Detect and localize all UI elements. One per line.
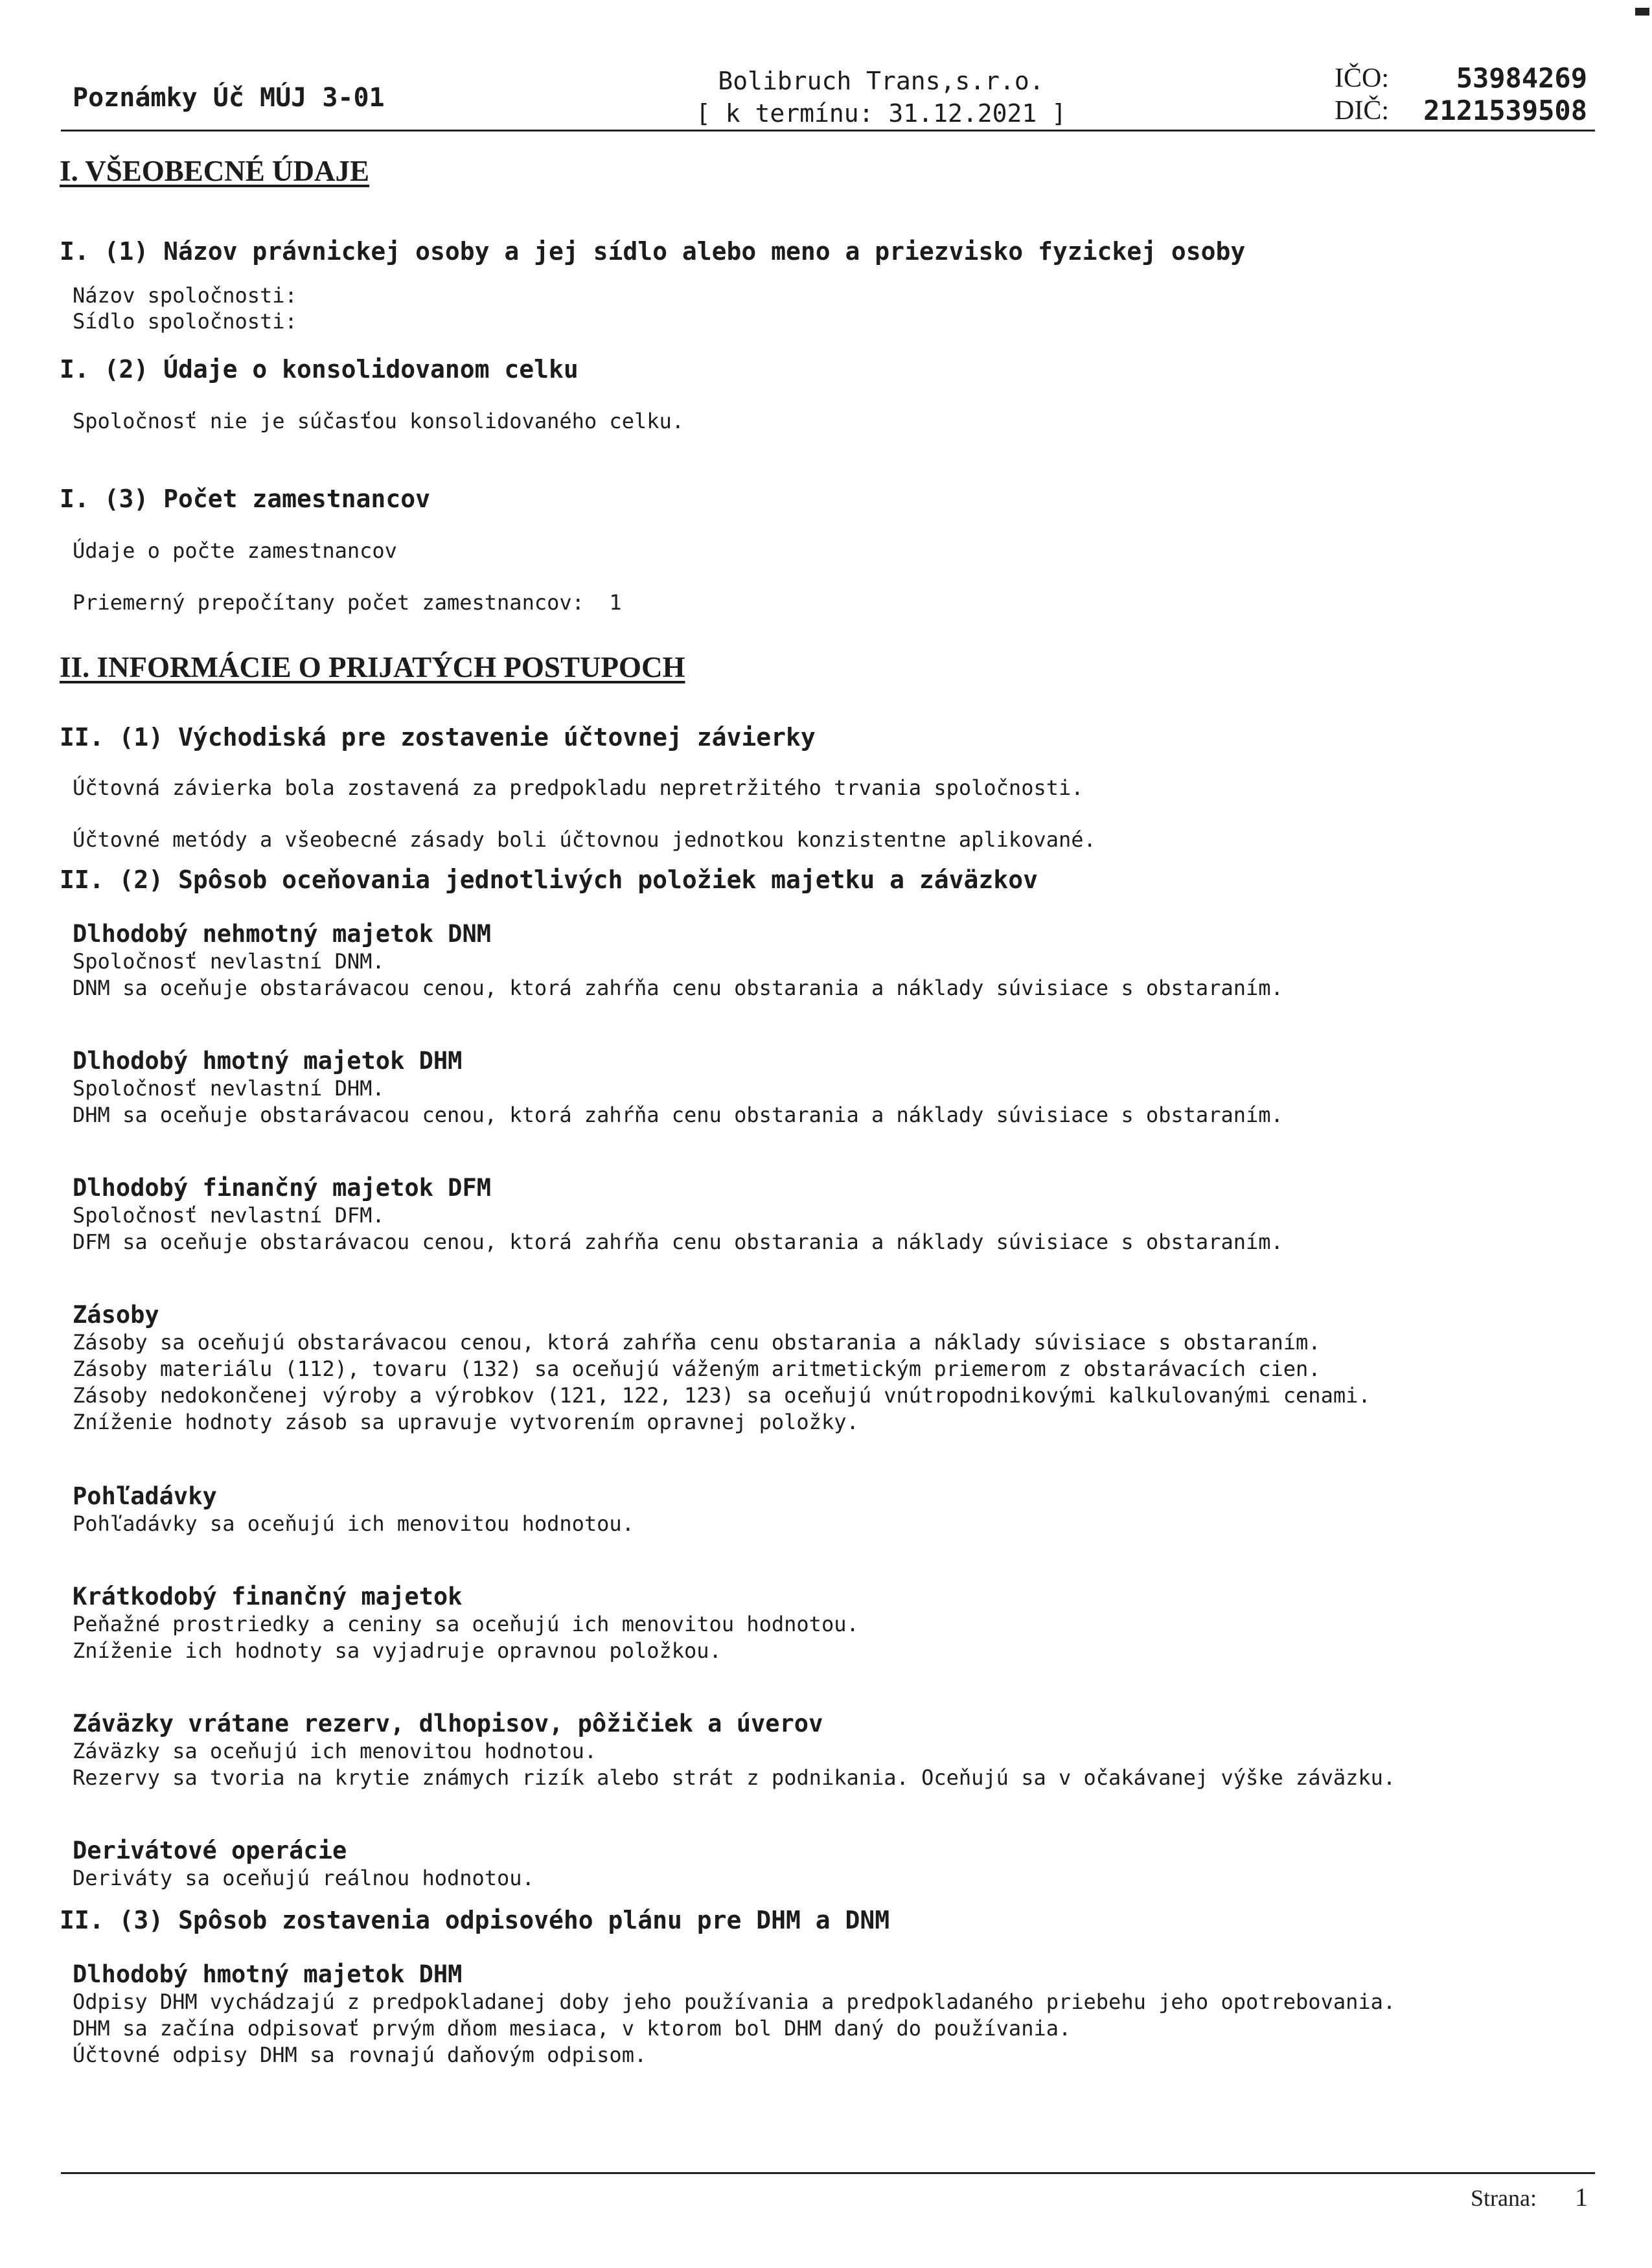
depreciation-block bbox=[60, 1960, 1601, 2068]
short-term-assets-heading: Krátkodobý finančný majetok bbox=[73, 1583, 463, 1610]
inventory-line-1: Zásoby sa oceňujú obstarávacou cenou, ktorá zahŕňa cenu obstarania a náklady súvisiace s obstaraním. bbox=[73, 1330, 1321, 1355]
liabilities-line-1: Záväzky sa oceňujú ich menovitou hodnotou. bbox=[73, 1739, 597, 1763]
going-concern-text: Účtovná závierka bola zostavená za predpokladu nepretržitého trvania spoločnosti. bbox=[73, 775, 1084, 800]
company-name: Bolibruch Trans,s.r.o. bbox=[718, 67, 1044, 95]
section-2-title: II. INFORMÁCIE O PRIJATÝCH POSTUPOCH bbox=[60, 651, 685, 683]
company-block bbox=[661, 65, 1101, 130]
page-label: Strana: bbox=[1471, 2185, 1537, 2211]
inventory-heading: Zásoby bbox=[73, 1301, 159, 1329]
consistency-text: Účtovné metódy a všeobecné zásady boli účtovnou jednotkou konzistentne aplikované. bbox=[73, 827, 1096, 852]
short-term-assets-block bbox=[60, 1583, 1601, 1664]
inventory-line-4: Zníženie hodnoty zásob sa upravuje vytvorením opravnej položky. bbox=[73, 1410, 859, 1434]
liabilities-heading: Záväzky vrátane rezerv, dlhopisov, pôžičiek a úverov bbox=[73, 1710, 823, 1737]
ico-row bbox=[1335, 62, 1587, 95]
liabilities-line-2: Rezervy sa tvoria na krytie známych rizík alebo strát z podnikania. Oceňujú sa v očakávanej výške záväzku. bbox=[73, 1765, 1396, 1790]
section-1-title: I. VŠEOBECNÉ ÚDAJE bbox=[60, 155, 370, 187]
dic-row bbox=[1335, 95, 1587, 127]
footer-divider bbox=[61, 2172, 1595, 2174]
dnm-block bbox=[60, 920, 1601, 1002]
short-term-assets-line-2: Zníženie ich hodnoty sa vyjadruje opravnou položkou. bbox=[73, 1638, 722, 1663]
receivables-line-1: Pohľadávky sa oceňujú ich menovitou hodnotou. bbox=[73, 1511, 634, 1536]
inventory-line-2: Zásoby materiálu (112), tovaru (132) sa oceňujú váženým aritmetickým priemerom z obstarávacích cien. bbox=[73, 1357, 1321, 1381]
section-2-1-title: II. (1) Východiská pre zostavenie účtovnej závierky bbox=[60, 723, 816, 751]
derivatives-line-1: Deriváty sa oceňujú reálnou hodnotou. bbox=[73, 1866, 534, 1890]
depreciation-line-2: DHM sa začína odpisovať prvým dňom mesiaca, v ktorom bol DHM daný do používania. bbox=[73, 2016, 1072, 2041]
document-title: Poznámky Úč MÚJ 3-01 bbox=[73, 83, 385, 113]
page-number: 1 bbox=[1574, 2182, 1588, 2212]
dhm-line-1: Spoločnosť nevlastní DHM. bbox=[73, 1076, 385, 1101]
dnm-heading: Dlhodobý nehmotný majetok DNM bbox=[73, 920, 492, 948]
depreciation-line-3: Účtovné odpisy DHM sa rovnajú daňovým odpisom. bbox=[73, 2043, 647, 2067]
liabilities-block bbox=[60, 1710, 1601, 1791]
dhm-block bbox=[60, 1047, 1601, 1128]
ico-value: 53984269 bbox=[1456, 62, 1587, 94]
depreciation-heading: Dlhodobý hmotný majetok DHM bbox=[73, 1960, 463, 1988]
inventory-block bbox=[60, 1301, 1601, 1436]
section-2-3-title: II. (3) Spôsob zostavenia odpisového plánu pre DHM a DNM bbox=[60, 1906, 890, 1934]
dnm-line-2: DNM sa oceňuje obstarávacou cenou, ktorá zahŕňa cenu obstarania a náklady súvisiace s obstaraním. bbox=[73, 976, 1283, 1000]
depreciation-line-1: Odpisy DHM vychádzajú z predpokladanej doby jeho používania a predpokladaného priebehu jeho opotrebovania. bbox=[73, 1989, 1396, 2014]
report-period: [ k termínu: 31.12.2021 ] bbox=[696, 99, 1066, 128]
section-1-3-title: I. (3) Počet zamestnancov bbox=[60, 485, 430, 513]
employee-count-text: Priemerný prepočítany počet zamestnancov: 1 bbox=[73, 590, 622, 615]
dfm-line-1: Spoločnosť nevlastní DFM. bbox=[73, 1203, 385, 1228]
dnm-line-1: Spoločnosť nevlastní DNM. bbox=[73, 949, 385, 974]
derivatives-heading: Derivátové operácie bbox=[73, 1837, 347, 1864]
dic-label: DIČ: bbox=[1335, 96, 1389, 126]
dfm-block bbox=[60, 1174, 1601, 1255]
ico-label: IČO: bbox=[1335, 63, 1389, 93]
consolidation-text: Spoločnosť nie je súčasťou konsolidovaného celku. bbox=[73, 409, 685, 433]
receivables-heading: Pohľadávky bbox=[73, 1482, 217, 1510]
derivatives-block bbox=[60, 1837, 1601, 1892]
document-body bbox=[60, 149, 1601, 2068]
section-1-1-title: I. (1) Názov právnickej osoby a jej sídlo alebo meno a priezvisko fyzickej osoby bbox=[60, 237, 1246, 266]
dhm-line-2: DHM sa oceňuje obstarávacou cenou, ktorá zahŕňa cenu obstarania a náklady súvisiace s obstaraním. bbox=[73, 1103, 1283, 1127]
section-1-2-title: I. (2) Údaje o konsolidovanom celku bbox=[60, 355, 579, 384]
dfm-heading: Dlhodobý finančný majetok DFM bbox=[73, 1174, 492, 1202]
section-2-2-title: II. (2) Spôsob oceňovania jednotlivých položiek majetku a záväzkov bbox=[60, 865, 1038, 894]
short-term-assets-line-1: Peňažné prostriedky a ceniny sa oceňujú ich menovitou hodnotou. bbox=[73, 1612, 859, 1636]
dfm-line-2: DFM sa oceňuje obstarávacou cenou, ktorá zahŕňa cenu obstarania a náklady súvisiace s obstaraním. bbox=[73, 1230, 1283, 1254]
company-seat-label: Sídlo spoločnosti: bbox=[73, 309, 297, 334]
page-footer bbox=[1471, 2182, 1588, 2212]
employee-info-text: Údaje o počte zamestnancov bbox=[73, 538, 397, 563]
company-name-label: Názov spoločnosti: bbox=[73, 283, 297, 308]
receivables-block bbox=[60, 1482, 1601, 1537]
inventory-line-3: Zásoby nedokončenej výroby a výrobkov (121, 122, 123) sa oceňujú vnútropodnikovými kalkulovanými cenami. bbox=[73, 1383, 1371, 1408]
dhm-heading: Dlhodobý hmotný majetok DHM bbox=[73, 1047, 463, 1075]
dic-value: 2121539508 bbox=[1423, 95, 1587, 126]
header-divider bbox=[61, 130, 1595, 132]
tax-ids bbox=[1335, 62, 1587, 127]
